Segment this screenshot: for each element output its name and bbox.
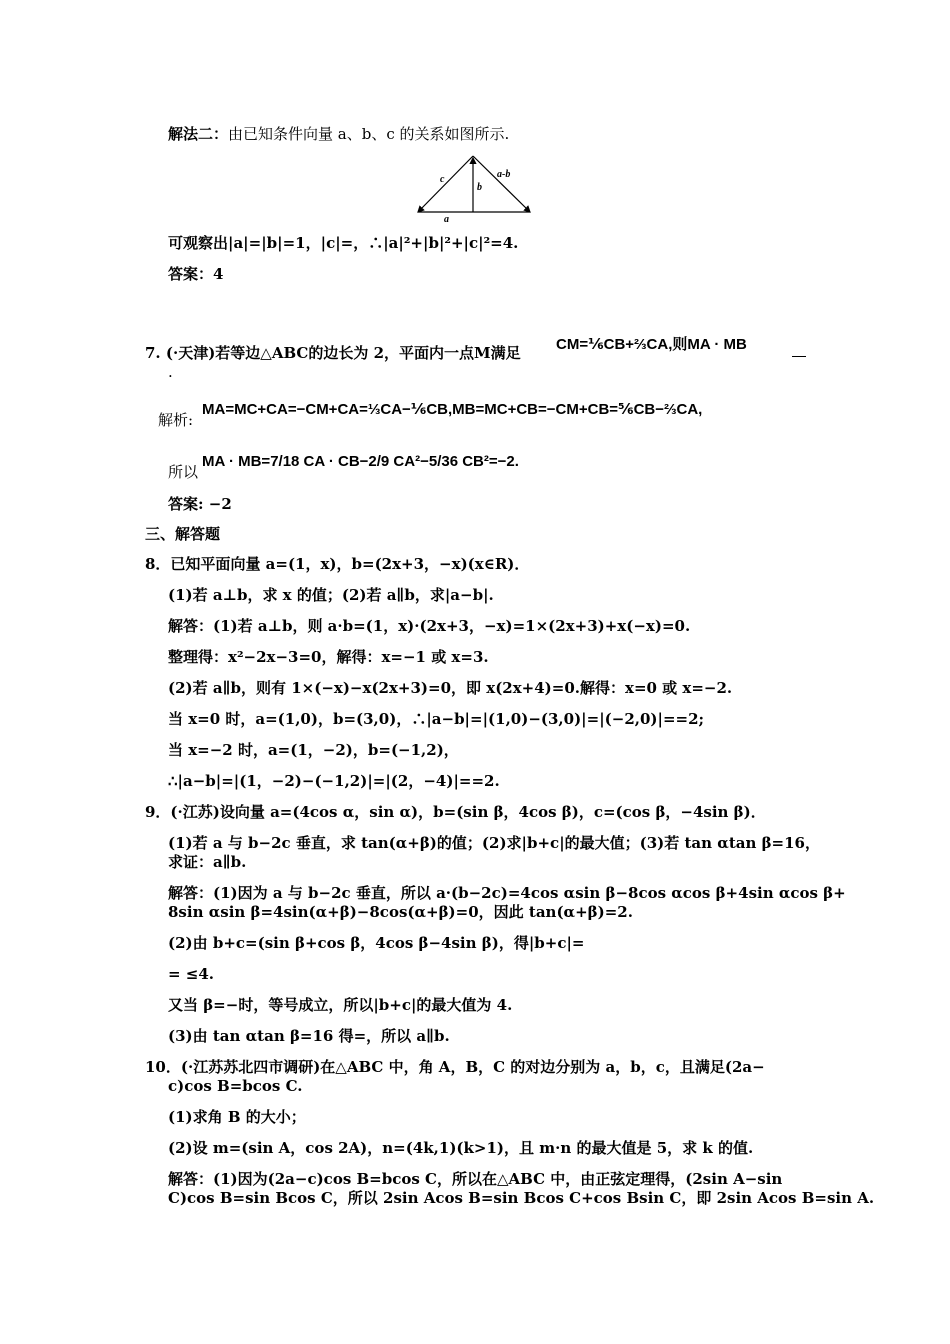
method2-label: 解法二： (168, 125, 229, 143)
q7-so-label: 所以 (168, 463, 199, 481)
answer-6: 答案：4 (168, 265, 224, 283)
q8-sub: (1)若 a⊥b，求 x 的值；(2)若 a∥b，求|a−b|. (168, 586, 494, 604)
q7-stem (145, 343, 521, 363)
q8-solution-4: 当 x=0 时，a=(1,0)，b=(3,0)，∴|a−b|=|(1,0)−(3,0)|=|(−2,0)|==2; (168, 710, 705, 728)
label-a-minus-b: a-b (497, 169, 511, 180)
q10-sub-2: (2)设 m=(sin A，cos 2A)，n=(4k,1)(k>1)，且 m·n 的最大值是 5，求 k 的值. (168, 1139, 754, 1157)
q7-so: MA · MB=7/18 CA · CB−2/9 CA²−5/36 CB²=−2. (202, 453, 519, 470)
q9-sub-2: 求证：a∥b. (168, 853, 247, 871)
method2-text: 由已知条件向量 a、b、c 的关系如图所示. (228, 125, 510, 143)
q9-solution-4: 又当 β=−时，等号成立，所以|b+c|的最大值为 4. (168, 996, 513, 1014)
q9-solution-5: (3)由 tan αtan β=16 得=，所以 a∥b. (168, 1027, 450, 1045)
q7-answer: 答案: −2 (168, 495, 232, 513)
q9-solution-1a: 解答：(1)因为 a 与 b−2c 垂直，所以 a·(b−2c)=4cos αsin β−8cos αcos β+4sin αcos β+ (168, 884, 846, 902)
q9-solution-2: (2)由 b+c=(sin β+cos β，4cos β−4sin β)，得|b+c|= (168, 934, 585, 952)
q9-sub-1: (1)若 a 与 b−2c 垂直，求 tan(α+β)的值；(2)求|b+c|的最大值；(3)若 tan αtan β=16， (168, 834, 820, 852)
label-a: a (444, 214, 449, 224)
q9-solution-1b: 8sin αsin β=4sin(α+β)−8cos(α+β)=0，因此 tan(α+β)=2. (168, 903, 633, 921)
observe-line: 可观察出|a|=|b|=1，|c|=，∴|a|²+|b|²+|c|²=4. (168, 234, 519, 252)
q7-blank (792, 356, 806, 357)
q7-analysis: MA=MC+CA=−CM+CA=⅓CA−⅙CB,MB=MC+CB=−CM+CB=⅚CB−⅔CA, (202, 401, 703, 418)
q10-solution-1a: 解答：(1)因为(2a−c)cos B=bcos C，所以在△ABC 中，由正弦定理得，(2sin A−sin (168, 1170, 783, 1188)
q8-solution-6: ∴|a−b|=|(1，−2)−(−1,2)|=|(2，−4)|==2. (168, 772, 500, 790)
method2-line (168, 124, 509, 144)
q7-dot: . (168, 363, 173, 381)
q10-sub-1: (1)求角 B 的大小； (168, 1108, 306, 1126)
section-heading: 三、解答题 (145, 525, 221, 543)
q10-stem-1: 10．(·江苏苏北四市调研)在△ABC 中，角 A，B，C 的对边分别为 a，b，c，且满足(2a− (145, 1058, 765, 1076)
q8-solution-3: (2)若 a∥b，则有 1×(−x)−x(2x+3)=0，即 x(2x+4)=0.解得：x=0 或 x=−2. (168, 679, 733, 697)
q8-solution-1: 解答：(1)若 a⊥b，则 a·b=(1，x)·(2x+3，−x)=1×(2x+3)+x(−x)=0. (168, 617, 691, 635)
label-c: c (440, 174, 445, 185)
q10-solution-1b: C)cos B=sin Bcos C，所以 2sin Acos B=sin Bcos C+cos Bsin C，即 2sin Acos B=sin A. (168, 1189, 875, 1207)
q9-stem: 9．(·江苏)设向量 a=(4cos α，sin α)，b=(sin β，4cos β)，c=(cos β，−4sin β)． (145, 803, 766, 821)
q9-solution-3: = ≤4. (168, 965, 215, 983)
q7-analysis-label: 解析: (158, 411, 194, 429)
q7-condition: CM=⅙CB+⅔CA,则MA · MB (556, 336, 747, 353)
q7-prefix: 7. (·天津)若等边△ABC的边长为 2，平面内一点M满足 (145, 344, 521, 362)
q10-stem-2: c)cos B=bcos C. (168, 1077, 303, 1095)
q8-solution-5: 当 x=−2 时，a=(1，−2)，b=(−1,2)， (168, 741, 459, 759)
vector-c (418, 156, 473, 212)
q8-solution-2: 整理得：x²−2x−3=0，解得：x=−1 或 x=3. (168, 648, 489, 666)
vector-triangle-figure (410, 150, 540, 224)
q8-stem: 8．已知平面向量 a=(1，x)，b=(2x+3，−x)(x∈R)． (145, 555, 530, 573)
label-b: b (477, 182, 482, 193)
